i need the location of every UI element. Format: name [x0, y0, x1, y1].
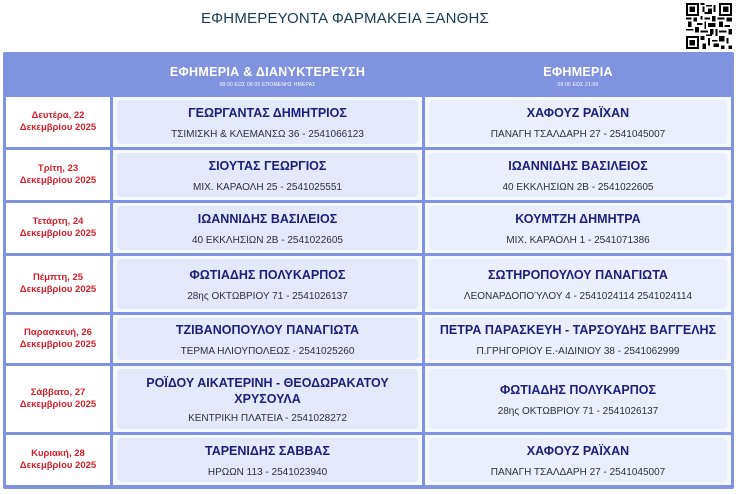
date-cell	[6, 150, 110, 200]
pharmacy-address: 28ης ΟΚΤΩΒΡΙΟΥ 71 - 2541026137	[187, 290, 348, 302]
month-label: Δεκεμβρίου 2025	[19, 284, 97, 295]
header-day-duty-hours: 08:00 ΕΩΣ 21:00	[557, 82, 599, 88]
day-label: Τρίτη, 23	[37, 163, 79, 174]
header-night-duty-title: ΕΦΗΜΕΡΙΑ & ΔΙΑΝΥΚΤΕΡΕΥΣΗ	[169, 65, 366, 79]
pharmacy-address: 28ης ΟΚΤΩΒΡΙΟΥ 71 - 2541026137	[497, 405, 659, 417]
day-label: Πέμπτη, 25	[32, 272, 84, 283]
pharmacy-address: Π.ΓΡΗΓΟΡΙΟΥ Ε.-ΑΙΔΙΝΙΟΥ 38 - 2541062999	[476, 345, 680, 357]
pharmacy-name: ΚΟΥΜΤΖΗ ΔΗΜΗΤΡΑ	[515, 211, 641, 226]
day-label: Δευτέρα, 22	[31, 110, 85, 121]
table-row	[6, 97, 731, 147]
pharmacy-address: ΛΕΟΝΑΡΔΟΠΟΎΛΟΥ 4 - 2541024114 2541024114	[463, 290, 693, 302]
pharmacy-address: ΜΙΧ. ΚΑΡΑΟΛΗ 25 - 2541025551	[193, 181, 342, 193]
header-night-duty	[113, 55, 422, 94]
qr-code-icon	[686, 3, 732, 49]
night-pharmacy-cell	[113, 150, 422, 200]
day-label: Σάββατο, 27	[30, 387, 86, 398]
pharmacy-address: ΤΣΙΜΙΣΚΗ & ΚΛΕΜΑΝΣΩ 36 - 2541066123	[171, 128, 364, 140]
header-corner	[6, 55, 110, 94]
pharmacy-address: ΠΑΝΑΓΗ ΤΣΑΛΔΑΡΗ 27 - 2541045007	[490, 128, 666, 140]
header-night-duty-hours: 08:00 ΕΩΣ 08:00 ΕΠΟΜΕΝΗΣ ΗΜΕΡΑΣ	[219, 82, 316, 88]
day-label: Κυριακή, 28	[31, 448, 85, 459]
date-cell	[6, 315, 110, 363]
pharmacy-name: ΧΑΦΟΥΖ ΡΑΪΧΑΝ	[526, 443, 630, 458]
table-row	[6, 203, 731, 253]
day-pharmacy-cell	[425, 97, 731, 147]
pharmacy-name: ΤΖΙΒΑΝΟΠΟΥΛΟΥ ΠΑΝΑΓΙΩΤΑ	[175, 322, 360, 337]
date-cell	[6, 435, 110, 485]
pharmacy-address: 40 ΕΚΚΛΗΣΙΩΝ 2Β - 2541022605	[502, 181, 654, 193]
table-row	[6, 366, 731, 432]
month-label: Δεκεμβρίου 2025	[19, 122, 97, 133]
day-pharmacy-cell	[425, 150, 731, 200]
pharmacy-address: ΠΑΝΑΓΗ ΤΣΑΛΔΑΡΗ 27 - 2541045007	[490, 466, 666, 478]
day-pharmacy-cell	[425, 203, 731, 253]
date-cell	[6, 256, 110, 312]
pharmacy-name: ΧΑΦΟΥΖ ΡΑΪΧΑΝ	[526, 105, 630, 120]
page-title: ΕΦΗΜΕΡΕΥΟΝΤΑ ΦΑΡΜΑΚΕΙΑ ΞΑΝΘΗΣ	[200, 10, 490, 27]
header-day-duty	[425, 55, 731, 94]
night-pharmacy-cell	[113, 203, 422, 253]
table-row	[6, 150, 731, 200]
pharmacy-schedule-table	[3, 52, 734, 489]
pharmacy-name: ΤΑΡΕΝΙΔΗΣ ΣΑΒΒΑΣ	[204, 443, 330, 458]
day-pharmacy-cell	[425, 256, 731, 312]
header-day-duty-title: ΕΦΗΜΕΡΙΑ	[543, 65, 613, 79]
pharmacy-name: ΡΟΪΔΟΥ ΑΙΚΑΤΕΡΙΝΗ - ΘΕΟΔΩΡΑΚΑΤΟΥ ΧΡΥΣΟΥΛΑ	[146, 375, 389, 406]
date-cell	[6, 366, 110, 432]
pharmacy-name: ΣΙΟΥΤΑΣ ΓΕΩΡΓΙΟΣ	[208, 158, 327, 173]
pharmacy-name: ΣΩΤΗΡΟΠΟΥΛΟΥ ΠΑΝΑΓΙΩΤΑ	[488, 267, 668, 282]
day-label: Τετάρτη, 24	[32, 216, 84, 227]
night-pharmacy-cell	[113, 97, 422, 147]
month-label: Δεκεμβρίου 2025	[19, 339, 97, 350]
pharmacy-name: ΦΩΤΙΑΔΗΣ ΠΟΛΥΚΑΡΠΟΣ	[189, 267, 346, 282]
table-row	[6, 256, 731, 312]
pharmacy-address: ΗΡΩΩΝ 113 - 2541023940	[207, 466, 328, 478]
table-row	[6, 315, 731, 363]
pharmacy-address: ΚΕΝΤΡΙΚΗ ΠΛΑΤΕΙΑ - 2541028272	[188, 412, 347, 424]
day-pharmacy-cell	[425, 315, 731, 363]
month-label: Δεκεμβρίου 2025	[19, 175, 97, 186]
pharmacy-name: ΙΩΑΝΝΙΔΗΣ ΒΑΣΙΛΕΙΟΣ	[508, 158, 648, 173]
table-header	[6, 55, 731, 94]
night-pharmacy-cell	[113, 435, 422, 485]
pharmacy-address: 40 ΕΚΚΛΗΣΙΩΝ 2Β - 2541022605	[192, 234, 343, 246]
pharmacy-name: ΦΩΤΙΑΔΗΣ ΠΟΛΥΚΑΡΠΟΣ	[500, 382, 656, 397]
day-label: Παρασκευή, 26	[24, 327, 92, 338]
day-pharmacy-cell	[425, 366, 731, 432]
date-cell	[6, 203, 110, 253]
month-label: Δεκεμβρίου 2025	[19, 460, 97, 471]
night-pharmacy-cell	[113, 366, 422, 432]
pharmacy-name: ΠΕΤΡΑ ΠΑΡΑΣΚΕΥΗ - ΤΑΡΣΟΥΔΗΣ ΒΑΓΓΕΛΗΣ	[439, 322, 717, 337]
night-pharmacy-cell	[113, 315, 422, 363]
day-pharmacy-cell	[425, 435, 731, 485]
pharmacy-address: ΤΕΡΜΑ ΗΛΙΟΥΠΟΛΕΩΣ - 2541025260	[180, 345, 355, 357]
pharmacy-name: ΙΩΑΝΝΙΔΗΣ ΒΑΣΙΛΕΙΟΣ	[197, 211, 338, 226]
pharmacy-name: ΓΕΩΡΓΑΝΤΑΣ ΔΗΜΗΤΡΙΟΣ	[188, 105, 347, 120]
month-label: Δεκεμβρίου 2025	[19, 399, 97, 410]
date-cell	[6, 97, 110, 147]
month-label: Δεκεμβρίου 2025	[19, 228, 97, 239]
table-row	[6, 435, 731, 485]
pharmacy-address: ΜΙΧ. ΚΑΡΑΟΛΗ 1 - 2541071386	[506, 234, 650, 246]
night-pharmacy-cell	[113, 256, 422, 312]
